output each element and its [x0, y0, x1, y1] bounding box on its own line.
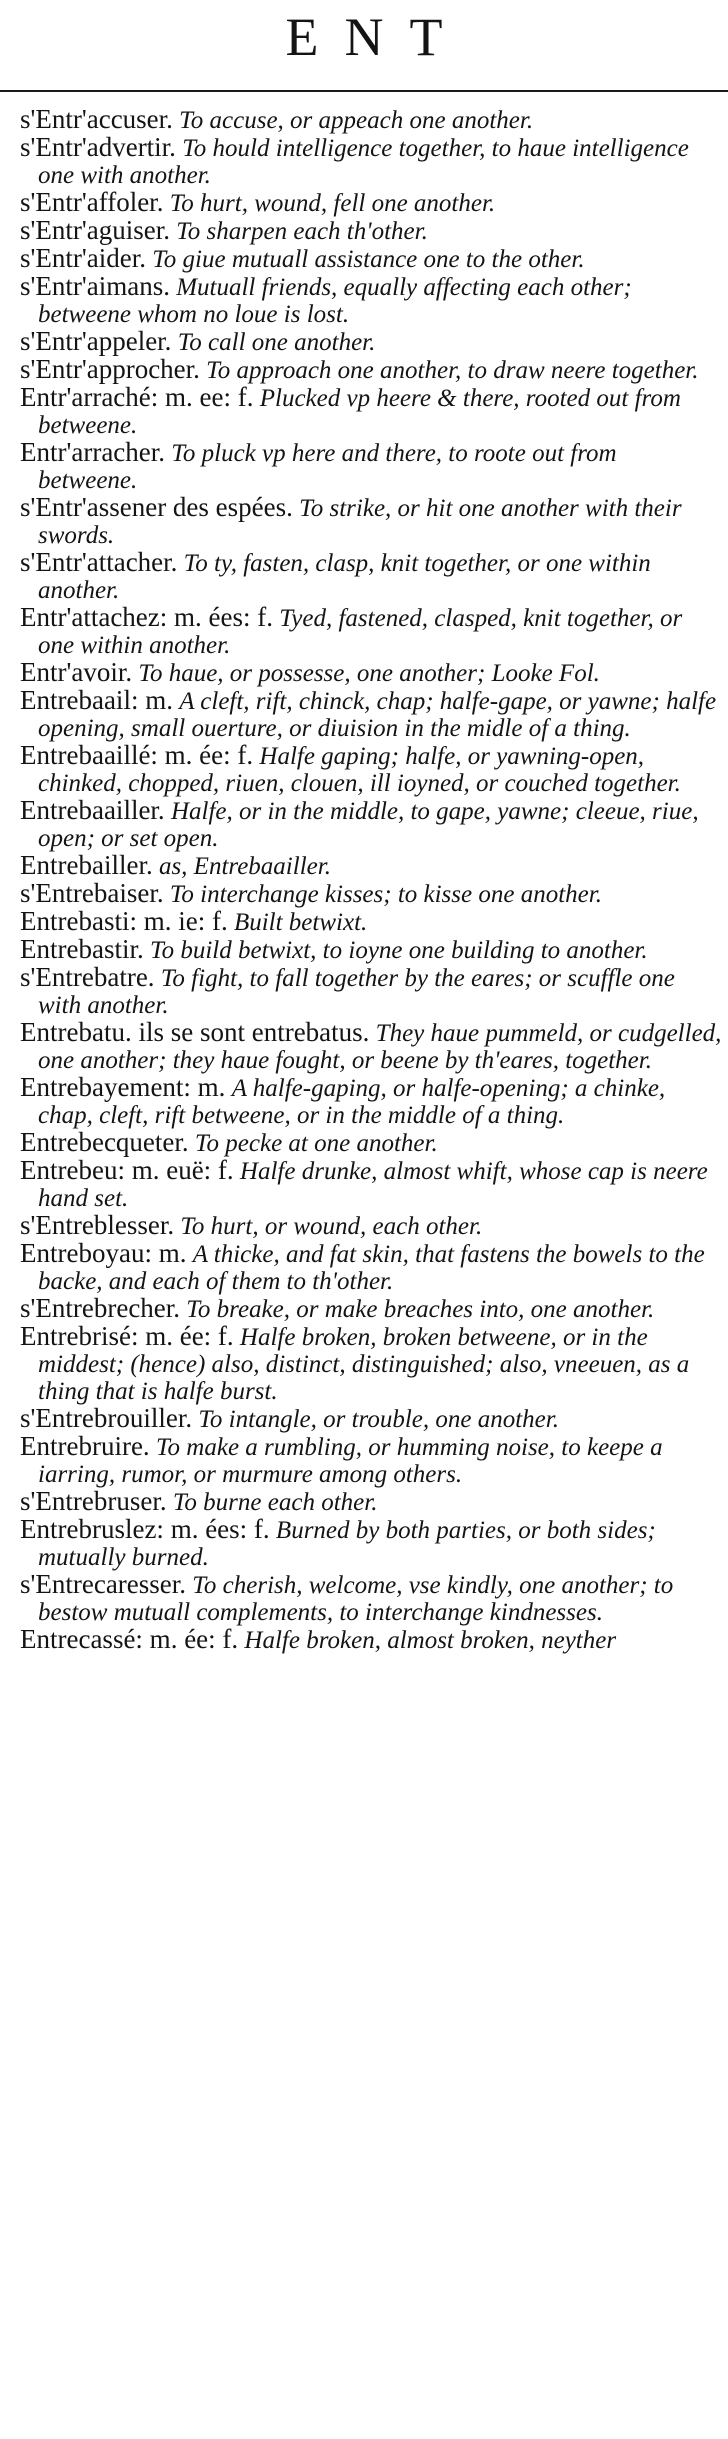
- dictionary-entry: [20, 1488, 722, 1516]
- entry-headword: Entrebruire.: [20, 1431, 150, 1461]
- dictionary-entry: [20, 1129, 722, 1157]
- dictionary-entry: [20, 106, 722, 134]
- dictionary-entry: [20, 439, 722, 494]
- dictionary-entry: [20, 908, 722, 936]
- entry-definition: To breake, or make breaches into, one another.: [186, 1296, 655, 1323]
- dictionary-entry: [20, 1074, 722, 1129]
- entry-definition: To call one another.: [177, 329, 376, 356]
- dictionary-entry: [20, 1019, 722, 1074]
- dictionary-entry: [20, 217, 722, 245]
- dictionary-entry: [20, 1433, 722, 1488]
- dictionary-entry: [20, 1212, 722, 1240]
- entry-headword: Entr'attachez: m. ées: f.: [20, 602, 273, 632]
- header-rule: [0, 90, 728, 92]
- dictionary-entry: [20, 356, 722, 384]
- entry-headword: Entreboyau: m.: [20, 1238, 187, 1268]
- entry-headword: Entrebaail: m.: [20, 685, 173, 715]
- entry-definition: To haue, or possesse, one another; Looke Fol.: [138, 660, 600, 687]
- entry-definition: Plucked vp heere & there, rooted out from betweene.: [38, 385, 681, 439]
- entry-headword: s'Entrebruser.: [20, 1486, 167, 1516]
- entry-definition: Mutuall friends, equally affecting each other; betweene whom no loue is lost.: [38, 274, 632, 328]
- entry-definition: To hurt, or wound, each other.: [180, 1213, 483, 1240]
- entry-headword: s'Entr'affoler.: [20, 187, 164, 217]
- dictionary-entry: [20, 1323, 722, 1405]
- dictionary-entry: [20, 687, 722, 742]
- dictionary-entry: [20, 880, 722, 908]
- entry-definition: A cleft, rift, chinck, chap; halfe-gape, or yawne; halfe opening, small ouerture, or diuision in the midle of a thing.: [38, 688, 717, 742]
- entry-definition: Built betwixt.: [233, 909, 368, 936]
- dictionary-entry: [20, 1571, 722, 1626]
- entry-definition: as, Entrebaailler.: [158, 853, 331, 880]
- entry-headword: Entr'arracher.: [20, 437, 166, 467]
- entry-headword: Entrecassé: m. ée: f.: [20, 1624, 239, 1654]
- dictionary-entry: [20, 1405, 722, 1433]
- entry-definition: Halfe broken, almost broken, neyther: [244, 1627, 617, 1654]
- entry-headword: Entrebaaillé: m. ée: f.: [20, 740, 254, 770]
- entry-definition: To interchange kisses; to kisse one another.: [169, 881, 602, 908]
- dictionary-entry: [20, 273, 722, 328]
- entry-headword: s'Entrecaresser.: [20, 1569, 187, 1599]
- entry-headword: Entrebatu. ils se sont entrebatus.: [20, 1017, 370, 1047]
- dictionary-entry: [20, 1626, 722, 1654]
- dictionary-entry: [20, 1516, 722, 1571]
- dictionary-entry: [20, 742, 722, 797]
- entry-definition: Halfe broken, broken betweene, or in the middest; (hence) also, distinct, distinguished; also, vneeuen, as a thing that is halfe burst.: [38, 1324, 690, 1405]
- entry-headword: s'Entr'appeler.: [20, 326, 172, 356]
- entry-headword: Entrebecqueter.: [20, 1127, 189, 1157]
- dictionary-entry: [20, 936, 722, 964]
- entry-definition: To pluck vp here and there, to roote out from betweene.: [38, 440, 617, 494]
- dictionary-entry: [20, 245, 722, 273]
- entry-definition: Burned by both parties, or both sides; mutually burned.: [38, 1517, 656, 1571]
- entry-headword: s'Entr'aimans.: [20, 271, 170, 301]
- dictionary-entry: [20, 549, 722, 604]
- entry-headword: Entrebrisé: m. ée: f.: [20, 1321, 234, 1351]
- dictionary-entry: [20, 1240, 722, 1295]
- entry-headword: Entrebeu: m. euë: f.: [20, 1155, 234, 1185]
- entry-definition: To approach one another, to draw neere together.: [206, 357, 699, 384]
- entry-definition: They haue pummeld, or cudgelled, one another; they haue fought, or beene by th'eares, together.: [38, 1020, 722, 1074]
- entry-definition: To intangle, or trouble, one another.: [198, 1406, 559, 1433]
- entry-headword: Entrebruslez: m. ées: f.: [20, 1514, 270, 1544]
- entry-headword: Entrebaailler.: [20, 795, 165, 825]
- entry-headword: Entr'avoir.: [20, 657, 133, 687]
- entry-headword: s'Entrebaiser.: [20, 878, 164, 908]
- entry-headword: s'Entrebatre.: [20, 962, 155, 992]
- entry-headword: Entrebasti: m. ie: f.: [20, 906, 228, 936]
- dictionary-entry: [20, 384, 722, 439]
- dictionary-entry: [20, 1157, 722, 1212]
- entry-definition: To fight, to fall together by the eares; or scuffle one with another.: [38, 965, 675, 1019]
- entry-headword: s'Entr'assener des espées.: [20, 492, 293, 522]
- page-header: [0, 0, 728, 112]
- entry-definition: A thicke, and fat skin, that fastens the bowels to the backe, and each of them to th'other.: [38, 1241, 705, 1295]
- dictionary-entry: [20, 659, 722, 687]
- entry-definition: To burne each other.: [172, 1489, 378, 1516]
- dictionary-entry: [20, 189, 722, 217]
- dictionary-entry: [20, 964, 722, 1019]
- entry-definition: Halfe gaping; halfe, or yawning-open, chinked, chopped, riuen, clouen, ill ioyned, or couched together.: [38, 743, 681, 797]
- entry-definition: To accuse, or appeach one another.: [179, 107, 534, 134]
- entry-definition: To make a rumbling, or humming noise, to keepe a iarring, rumor, or murmure among others.: [38, 1434, 663, 1488]
- entry-definition: To cherish, welcome, vse kindly, one another; to bestow mutuall complements, to interchange kindnesses.: [38, 1572, 674, 1626]
- entry-definition: A halfe-gaping, or halfe-opening; a chinke, chap, cleft, rift betweene, or in the middle of a thing.: [38, 1075, 666, 1129]
- entry-headword: Entrebayement: m.: [20, 1072, 226, 1102]
- dictionary-entry: [20, 852, 722, 880]
- dictionary-entry: [20, 604, 722, 659]
- dictionary-entry: [20, 797, 722, 852]
- entry-headword: s'Entrebrouiller.: [20, 1403, 193, 1433]
- dictionary-entry: [20, 134, 722, 189]
- entry-headword: s'Entrebrecher.: [20, 1293, 181, 1323]
- entry-definition: Tyed, fastened, clasped, knit together, or one within another.: [38, 605, 683, 659]
- entry-headword: s'Entr'attacher.: [20, 547, 178, 577]
- dictionary-entry: [20, 494, 722, 549]
- running-head: ENT: [285, 7, 469, 67]
- entry-headword: s'Entreblesser.: [20, 1210, 175, 1240]
- entry-definition: To giue mutuall assistance one to the other.: [152, 246, 585, 273]
- entry-definition: To pecke at one another.: [194, 1130, 438, 1157]
- entry-headword: s'Entr'approcher.: [20, 354, 200, 384]
- entry-headword: s'Entr'aider.: [20, 243, 146, 273]
- entry-definition: To ty, fasten, clasp, knit together, or one within another.: [38, 550, 651, 604]
- entry-definition: To hurt, wound, fell one another.: [169, 190, 496, 217]
- entry-headword: Entrebailler.: [20, 850, 153, 880]
- entry-definition: To hould intelligence together, to haue intelligence one with another.: [38, 135, 689, 189]
- entry-headword: s'Entr'advertir.: [20, 132, 176, 162]
- entry-definition: To build betwixt, to ioyne one building to another.: [149, 937, 648, 964]
- entry-list: [0, 106, 728, 1654]
- entry-definition: Halfe drunke, almost whift, whose cap is neere hand set.: [38, 1158, 708, 1212]
- entry-definition: To strike, or hit one another with their swords.: [38, 495, 682, 549]
- entry-definition: To sharpen each th'other.: [176, 218, 428, 245]
- dictionary-entry: [20, 1295, 722, 1323]
- entry-headword: s'Entr'accuser.: [20, 104, 173, 134]
- entry-headword: s'Entr'aguiser.: [20, 215, 170, 245]
- entry-headword: Entrebastir.: [20, 934, 144, 964]
- entry-headword: Entr'arraché: m. ee: f.: [20, 382, 254, 412]
- dictionary-entry: [20, 328, 722, 356]
- entry-definition: Halfe, or in the middle, to gape, yawne; cleeue, riue, open; or set open.: [38, 798, 699, 852]
